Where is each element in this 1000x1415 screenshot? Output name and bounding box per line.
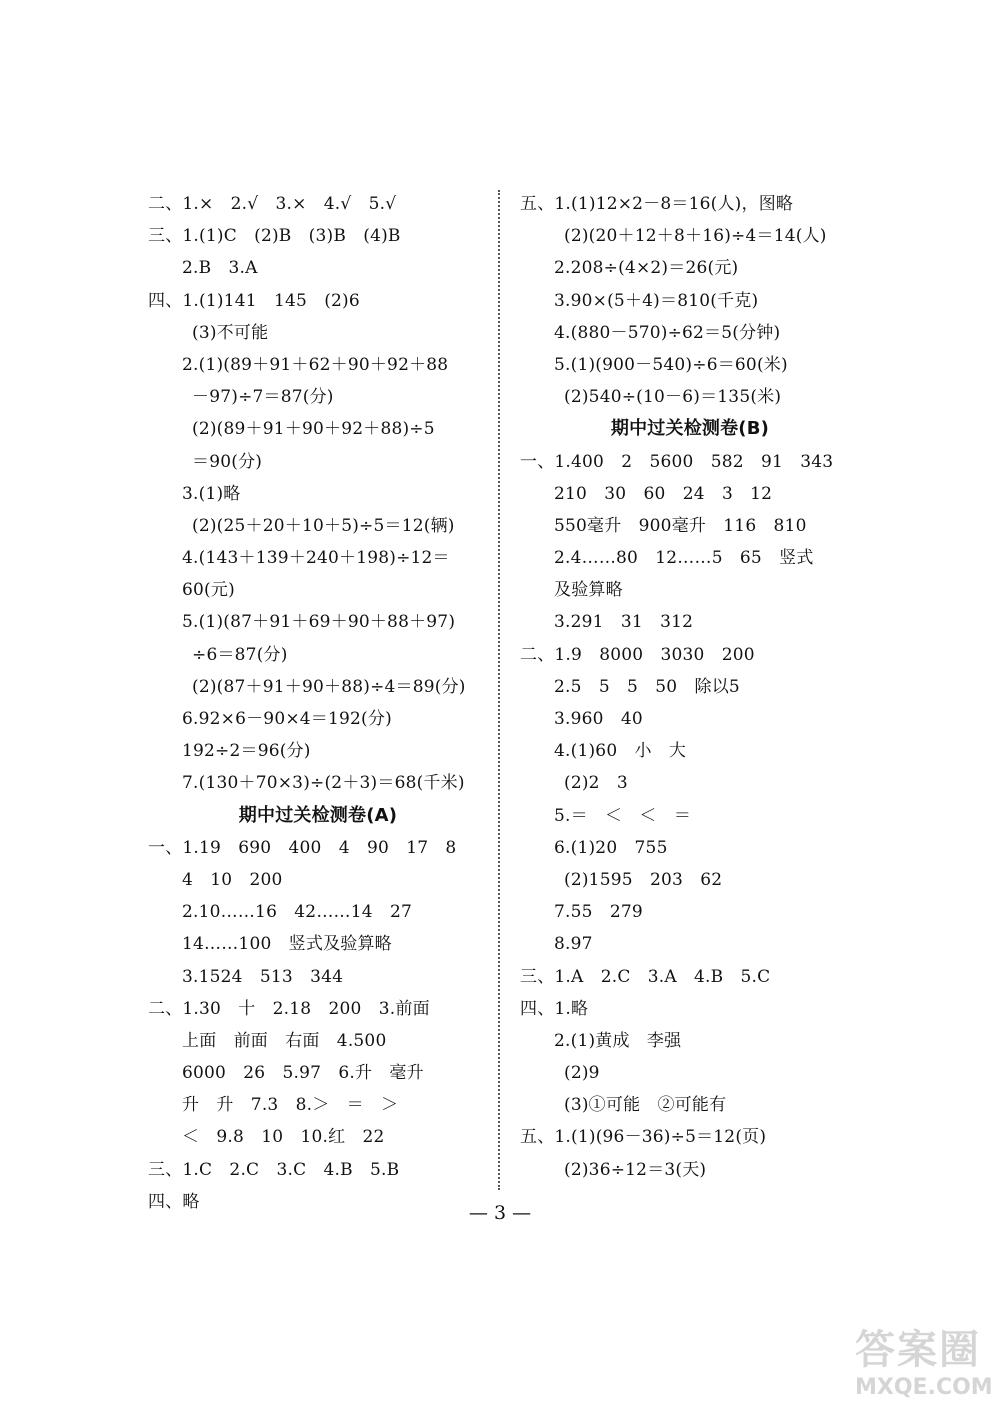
left-column — [148, 188, 488, 1218]
answer-line: 三、1.C 2.C 3.C 4.B 5.B — [148, 1159, 400, 1180]
answer-line: (3)不可能 — [192, 322, 269, 343]
answer-line: 5.(1)(87＋91＋69＋90＋88＋97) — [182, 612, 456, 633]
answer-line: (2)540÷(10－6)＝135(米) — [564, 387, 782, 408]
answer-line: 3.291 31 312 — [554, 612, 694, 633]
answer-line: (2)(87＋91＋90＋88)÷4＝89(分) — [192, 676, 466, 697]
answer-line: (2)(89＋91＋90＋92＋88)÷5 — [192, 419, 435, 440]
answer-line: ÷6＝87(分) — [192, 644, 288, 665]
answer-line: (2)9 — [564, 1063, 600, 1084]
answer-line: 及验算略 — [554, 580, 623, 601]
answer-line: 一、1.19 690 400 4 90 17 8 — [148, 837, 457, 858]
answer-line: 7.(130＋70×3)÷(2＋3)＝68(千米) — [182, 773, 465, 794]
answer-line: 5.＝ ＜ ＜ ＝ — [554, 805, 692, 826]
answer-line: 6.92×6－90×4＝192(分) — [182, 709, 392, 729]
answer-line: ＜ 9.8 10 10.红 22 — [182, 1127, 385, 1148]
answer-line: (2)(25＋20＋10＋5)÷5＝12(辆) — [192, 515, 455, 536]
column-divider — [498, 190, 500, 1190]
answer-line: 升 升 7.3 8.＞ ＝ ＞ — [182, 1095, 399, 1116]
answer-line: 4.(143＋139＋240＋198)÷12＝ — [182, 548, 450, 569]
answer-line: 2.5 5 5 50 除以5 — [554, 676, 740, 697]
answer-line: 二、1.9 8000 3030 200 — [520, 644, 755, 665]
answer-line: 60(元) — [182, 580, 235, 601]
answer-line: 上面 前面 右面 4.500 — [182, 1030, 387, 1051]
watermark-text: 答案圈 — [855, 1327, 981, 1373]
answer-line: 一、1.400 2 5600 582 91 343 — [520, 451, 834, 472]
answer-line: 4.(880－570)÷62＝5(分钟) — [554, 322, 781, 343]
answer-line: (2)2 3 — [564, 773, 628, 794]
answer-line: 四、1.略 — [520, 998, 589, 1019]
answer-line: 四、略 — [148, 1191, 200, 1212]
answer-line: 3.90×(5＋4)＝810(千克) — [554, 290, 759, 311]
answer-line: 五、1.(1)12×2－8＝16(人)，图略 — [520, 194, 794, 214]
answer-line: (3)①可能 ②可能有 — [564, 1095, 727, 1116]
section-heading: 期中过关检测卷(A) — [238, 804, 398, 826]
answer-line: 3.1524 513 344 — [182, 966, 344, 987]
answer-line: 210 30 60 24 3 12 — [554, 483, 773, 504]
section-heading: 期中过关检测卷(B) — [610, 418, 770, 440]
answer-line: 6000 26 5.97 6.升 毫升 — [182, 1063, 424, 1084]
answer-line: 4.(1)60 小 大 — [554, 741, 687, 762]
answer-line: 2.208÷(4×2)＝26(元) — [554, 258, 739, 279]
answer-line: (2)1595 203 62 — [564, 869, 723, 890]
right-column — [520, 188, 860, 1186]
answer-line: 2.B 3.A — [182, 258, 258, 279]
answer-line: 550毫升 900毫升 116 810 — [554, 515, 807, 536]
answer-line: ＝90(分) — [192, 451, 263, 472]
answer-line: 6.(1)20 755 — [554, 837, 668, 858]
answer-line: 五、1.(1)(96－36)÷5＝12(页) — [520, 1127, 767, 1148]
answer-line: 3.960 40 — [554, 709, 643, 729]
answer-line: 二、1.30 十 2.18 200 3.前面 — [148, 998, 430, 1019]
answer-line: 2.10……16 42……14 27 — [182, 902, 412, 923]
answer-line: (2)(20＋12＋8＋16)÷4＝14(人) — [564, 226, 827, 247]
answer-line: 2.(1)黄成 李强 — [554, 1030, 682, 1051]
answer-line: 14……100 竖式及验算略 — [182, 934, 392, 955]
answer-line: 7.55 279 — [554, 902, 643, 923]
watermark-logo — [855, 1318, 995, 1408]
answer-line: －97)÷7＝87(分) — [192, 387, 334, 408]
answer-line: 5.(1)(900－540)÷6＝60(米) — [554, 354, 788, 375]
answer-line: 3.(1)略 — [182, 483, 241, 504]
answer-line: 四、1.(1)141 145 (2)6 — [148, 290, 360, 311]
answer-line: 192÷2＝96(分) — [182, 741, 311, 762]
answer-line: 8.97 — [554, 934, 593, 955]
answer-line: (2)36÷12＝3(天) — [564, 1159, 707, 1180]
answer-line: 2.4……80 12……5 65 竖式 — [554, 548, 814, 569]
answer-line: 2.(1)(89＋91＋62＋90＋92＋88 — [182, 354, 449, 375]
answer-line: 4 10 200 — [182, 869, 283, 890]
answer-line: 三、1.A 2.C 3.A 4.B 5.C — [520, 966, 771, 987]
watermark-url: MXQE.COM — [855, 1375, 993, 1400]
answer-line: 三、1.(1)C (2)B (3)B (4)B — [148, 226, 401, 247]
page-number: — 3 — — [468, 1202, 532, 1224]
answer-line: 二、1.× 2.√ 3.× 4.√ 5.√ — [148, 194, 397, 214]
